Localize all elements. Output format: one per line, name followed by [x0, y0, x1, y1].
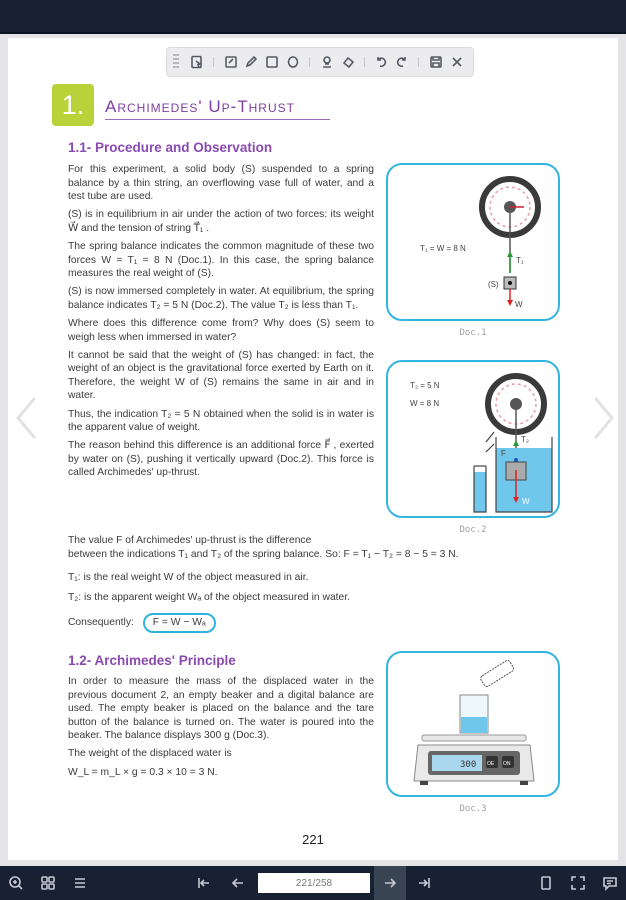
svg-text:T₂ = 5 N: T₂ = 5 N — [410, 381, 440, 390]
toolbar-separator — [364, 57, 365, 67]
paragraph: The weight of the displaced water is — [68, 748, 232, 760]
document-page — [8, 38, 618, 860]
spring-balance-air-diagram — [388, 165, 558, 319]
svg-text:T₂: T₂ — [521, 435, 529, 444]
formula-box: F = W − Wₐ — [143, 613, 216, 633]
figure-doc2 — [386, 360, 560, 518]
paragraph: In order to measure the mass of the displaced water in the previous document 2, an empty beaker and a digital balance are used. The empty beaker is placed on the balance and the tare button of the balance is turned on. The water is poured into the beaker. The balance displays 300 g (Doc.3). — [68, 676, 374, 742]
paragraph: Where does this difference come from? Why does (S) seem to weigh less when immersed in water? — [68, 317, 374, 343]
annotation-toolbar — [166, 47, 474, 77]
previous-page-arrow-icon[interactable] — [12, 395, 42, 441]
svg-text:F: F — [501, 449, 506, 458]
rectangle-icon[interactable] — [264, 53, 281, 71]
toolbar-separator — [418, 57, 419, 67]
section2-body — [68, 675, 374, 784]
svg-text:T₁: T₁ — [516, 256, 524, 265]
previous-page-icon[interactable] — [227, 872, 249, 894]
pen-icon[interactable] — [243, 53, 260, 71]
toolbar-separator — [213, 57, 214, 67]
redo-icon[interactable] — [394, 53, 411, 71]
zoom-in-icon[interactable] — [5, 872, 27, 894]
next-page-arrow-icon[interactable] — [588, 395, 618, 441]
next-page-icon[interactable] — [379, 872, 401, 894]
page-number: 221 — [302, 832, 324, 847]
svg-text:W = 8 N: W = 8 N — [410, 399, 440, 408]
paragraph: For this experiment, a solid body (S) suspended to a spring balance by a thin string, an overflowing vase full of water, and a test tube are used. — [68, 164, 374, 203]
t2-definition: T₂: is the apparent weight Wₐ of the object measured in water. — [68, 592, 350, 603]
consequently-label: Consequently: — [68, 617, 134, 628]
figure-caption-doc2: Doc.2 — [459, 525, 487, 535]
chapter-title: Archimedes' Up-Thrust — [105, 97, 295, 116]
viewer-bottom-bar — [0, 866, 626, 900]
save-icon[interactable] — [427, 53, 444, 71]
eraser-icon[interactable] — [339, 53, 356, 71]
svg-text:W: W — [515, 300, 523, 309]
paragraph: The spring balance indicates the common magnitude of these two forces W = T₁ = 8 N (Doc.1). In this case, the spring balance measures the real weight of (S). — [68, 240, 374, 280]
first-page-icon[interactable] — [193, 872, 215, 894]
paragraph: It cannot be said that the weight of (S) has changed: in fact, the weight of an object is the gravitational force exerted by Earth on it. Therefore, the weight W of (S) remains the same in air and in water. — [68, 349, 374, 402]
consequently-row — [68, 613, 548, 633]
outline-icon[interactable] — [69, 872, 91, 894]
fullscreen-icon[interactable] — [567, 872, 589, 894]
chapter-title-underline — [105, 119, 330, 120]
toolbar-drag-handle[interactable] — [173, 54, 179, 70]
chapter-number: 1. — [52, 84, 94, 126]
label-t1-w: T₁ = W = 8 N — [420, 244, 466, 253]
paragraph-line: The value F of Archimedes' up-thrust is the difference — [68, 535, 312, 546]
figure-caption-doc1: Doc.1 — [459, 328, 487, 338]
svg-text:OE: OE — [487, 761, 495, 767]
thumbnails-icon[interactable] — [37, 872, 59, 894]
toolbar-separator — [309, 57, 310, 67]
spring-balance-water-diagram — [388, 362, 558, 516]
svg-text:W: W — [522, 497, 530, 506]
ellipse-icon[interactable] — [285, 53, 302, 71]
viewer-top-bar — [0, 0, 626, 34]
digital-balance-diagram — [388, 653, 558, 795]
close-icon[interactable] — [448, 53, 465, 71]
page-number-input[interactable] — [258, 873, 370, 893]
paragraph-line: between the indications T₁ and T₂ of the spring balance. So: F = T₁ − T₂ = 8 − 5 = 3 N. — [68, 548, 459, 560]
t1-definition: T₁: is the real weight W of the object measured in air. — [68, 572, 309, 583]
paragraph: (S) is in equilibrium in air under the action of two forces: its weight W⃗ and the tension of string T⃗₁ . — [68, 209, 374, 234]
paragraph: The reason behind this difference is an additional force F⃗ , exerted by water on (S), pushing it vertically upward (Doc.2). This force is called Archimedes' up-thrust. — [68, 440, 374, 479]
last-page-icon[interactable] — [413, 872, 435, 894]
figure-caption-doc3: Doc.3 — [459, 804, 487, 814]
section-title-1: 1.1- Procedure and Observation — [68, 140, 273, 155]
comment-icon[interactable] — [599, 872, 621, 894]
section1-body — [68, 163, 374, 484]
svg-text:300: 300 — [460, 760, 477, 770]
select-icon[interactable] — [189, 53, 206, 71]
note-icon[interactable] — [222, 53, 239, 71]
svg-text:(S): (S) — [488, 280, 499, 289]
upthrust-value-text — [68, 534, 548, 561]
figure-doc3 — [386, 651, 560, 797]
section-title-2: 1.2- Archimedes' Principle — [68, 653, 236, 668]
single-page-icon[interactable] — [535, 872, 557, 894]
paragraph: (S) is now immersed completely in water. At equilibrium, the spring balance indicates T₂ = 5 N (Doc.2). The value T₂ is less than T₁. — [68, 286, 374, 311]
svg-text:ON: ON — [503, 761, 511, 767]
paragraph: W_L = m_L × g = 0.3 × 10 = 3 N. — [68, 766, 218, 778]
undo-icon[interactable] — [373, 53, 390, 71]
stamp-icon[interactable] — [318, 53, 335, 71]
paragraph: Thus, the indication T₂ = 5 N obtained when the solid is in water is the apparent value of weight. — [68, 408, 374, 434]
figure-doc1 — [386, 163, 560, 321]
